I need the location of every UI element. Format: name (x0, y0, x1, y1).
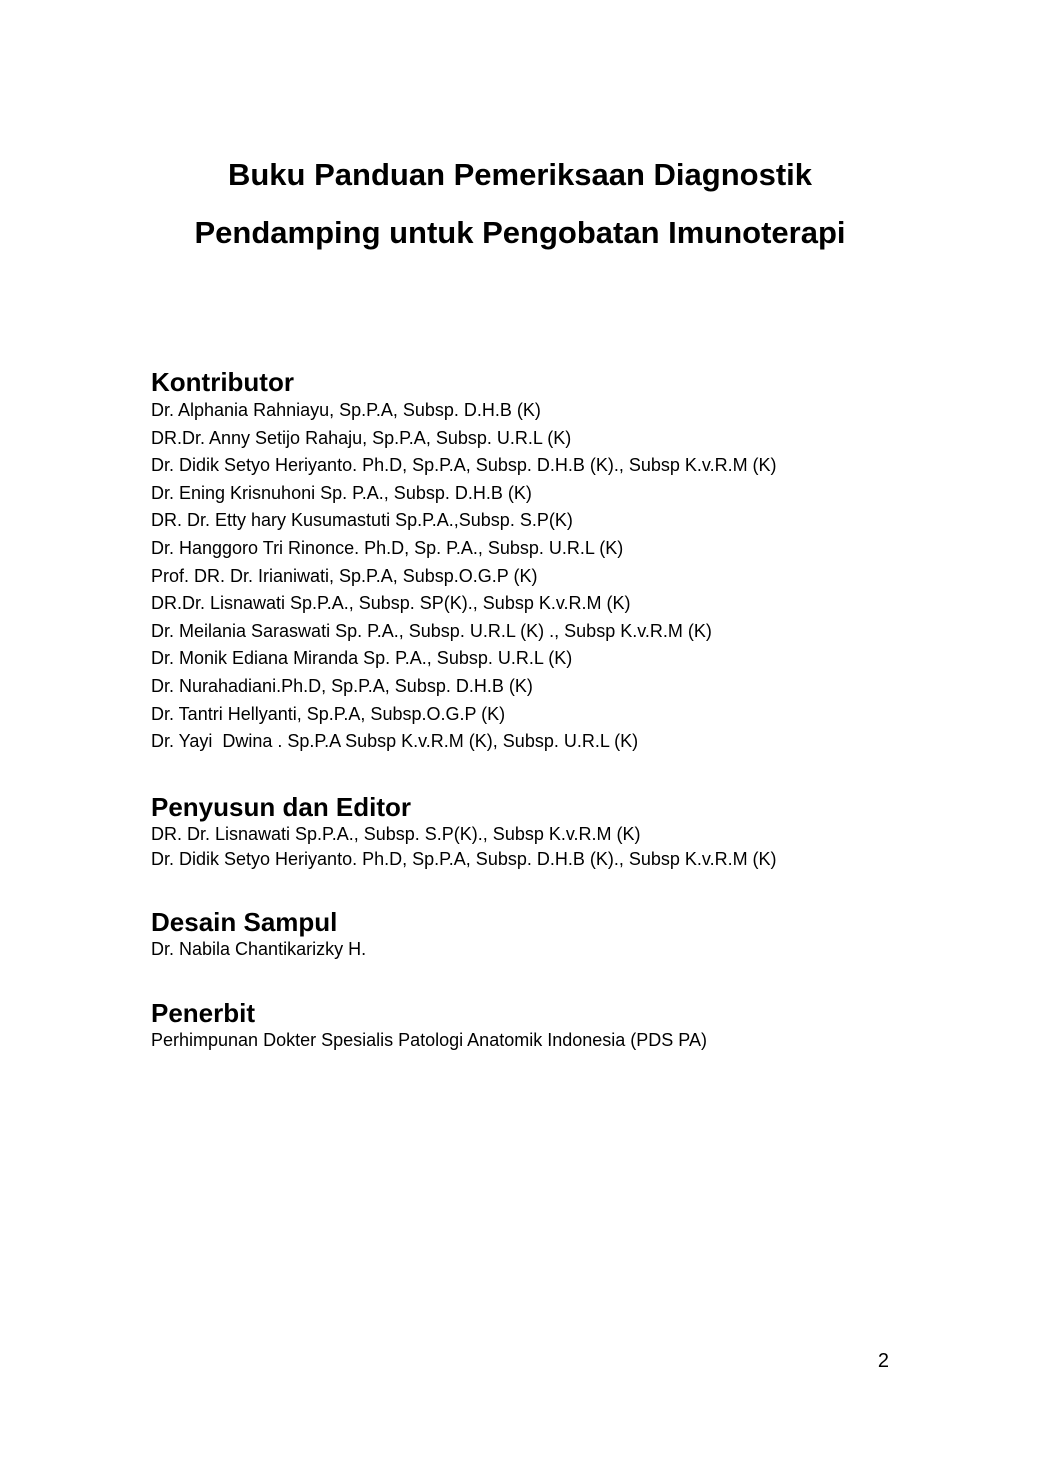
title-line-1: Buku Panduan Pemeriksaan Diagnostik (227, 157, 812, 192)
contributor-name: Dr. Meilania Saraswati Sp. P.A., Subsp. U.R.L (K) ., Subsp K.v.R.M (K) (151, 620, 712, 641)
contributor-name: Dr. Didik Setyo Heriyanto. Ph.D, Sp.P.A, Subsp. D.H.B (K)., Subsp K.v.R.M (K) (151, 455, 777, 476)
cover-design-heading: Desain Sampul (151, 907, 338, 937)
editor-name: Dr. Didik Setyo Heriyanto. Ph.D, Sp.P.A, Subsp. D.H.B (K)., Subsp K.v.R.M (K) (151, 849, 777, 869)
contributor-name: DR. Dr. Etty hary Kusumastuti Sp.P.A.,Subsp. S.P(K) (151, 510, 573, 531)
editor-name: DR. Dr. Lisnawati Sp.P.A., Subsp. S.P(K)., Subsp K.v.R.M (K) (151, 824, 641, 844)
editors-heading: Penyusun dan Editor (151, 792, 412, 822)
editors-section (151, 792, 951, 872)
document-title (0, 146, 1040, 262)
contributors-heading: Kontributor (151, 367, 294, 397)
contributor-name: Dr. Yayi Dwina . Sp.P.A Subsp K.v.R.M (K), Subsp. U.R.L (K) (151, 731, 639, 752)
contributor-name: Dr. Nurahadiani.Ph.D, Sp.P.A, Subsp. D.H.B (K) (151, 675, 533, 696)
contributors-section (151, 367, 951, 756)
contributor-name: Dr. Hanggoro Tri Rinonce. Ph.D, Sp. P.A., Subsp. U.R.L (K) (151, 537, 624, 558)
publisher-heading: Penerbit (151, 998, 256, 1028)
page-number: 2 (877, 1350, 889, 1372)
cover-design-section (151, 907, 951, 962)
publisher-section (151, 998, 951, 1053)
contributor-name: Dr. Alphania Rahniayu, Sp.P.A, Subsp. D.H.B (K) (151, 400, 541, 420)
contributor-name: Dr. Tantri Hellyanti, Sp.P.A, Subsp.O.G.P (K) (151, 703, 506, 724)
contributor-name: Dr. Monik Ediana Miranda Sp. P.A., Subsp. U.R.L (K) (151, 648, 573, 669)
contributor-name: Prof. DR. Dr. Irianiwati, Sp.P.A, Subsp.O.G.P (K) (151, 565, 538, 586)
contributor-name: DR.Dr. Lisnawati Sp.P.A., Subsp. SP(K)., Subsp K.v.R.M (K) (151, 593, 631, 614)
contributor-name: DR.Dr. Anny Setijo Rahaju, Sp.P.A, Subsp. U.R.L (K) (151, 427, 572, 448)
cover-designer-name: Dr. Nabila Chantikarizky H. (151, 939, 367, 959)
contributor-name: Dr. Ening Krisnuhoni Sp. P.A., Subsp. D.H.B (K) (151, 482, 532, 503)
title-line-2: Pendamping untuk Pengobatan Imunoterapi (194, 215, 846, 250)
publisher-name: Perhimpunan Dokter Spesialis Patologi Anatomik Indonesia (PDS PA) (151, 1030, 707, 1050)
